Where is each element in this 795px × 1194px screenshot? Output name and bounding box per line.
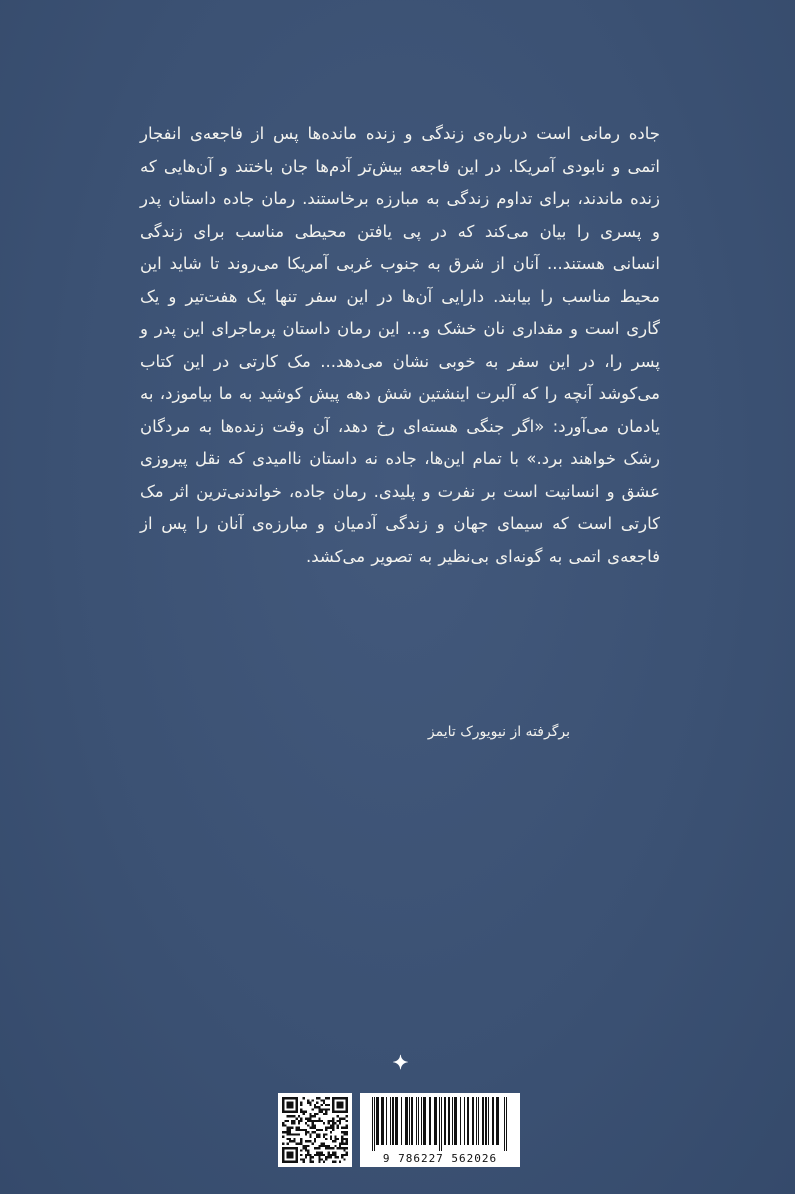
source-attribution: برگرفته از نیویورک تایمز xyxy=(427,724,570,740)
blurb-text: جاده رمانی است درباره‌ی زندگی و زنده مانده‌ها پس از فاجعه‌ی انفجار اتمی و نابودی آمریکا. در این فاجعه بیش‌تر آدم‌ها جان باختند و آن‌هایی که زنده ماندند، برای تداوم زندگی به مبارزه برخاستند. رمان جاده داستان پدر و پسری را بیان می‌کند که در پی یافتن محیطی مناسب برای زندگی انسانی هستند... آنان از شرق به جنوب غربی آمریکا می‌روند تا شاید این محیط مناسب را بیابند. دارایی آن‌ها در این سفر تنها یک هفت‌تیر و یک گاری است و مقداری نان خشک و... این رمان داستان پرماجرای این پدر و پسر را، در این سفر به خوبی نشان می‌دهد... مک کارتی در این کتاب می‌کوشد آنچه را که آلبرت اینشتین شش دهه پیش کوشید به ما بیاموزد، به یادمان می‌آورد: «اگر جنگی هسته‌ای رخ دهد، آن وقت زنده‌ها به مردگان رشک خواهند برد.» با تمام این‌ها، جاده نه داستان ناامیدی که نقل پیروزی عشق و انسانیت است بر نفرت و پلیدی. رمان جاده، خواندنی‌ترین اثر مک کارتی است که سیمای جهان و زندگی آدمیان و مبارزه‌ی آنان را پس از فاجعه‌ی اتمی به گونه‌ای بی‌نظیر به تصویر می‌کشد. xyxy=(140,124,660,566)
publisher-logo-mark: ✦ xyxy=(392,1052,408,1074)
publisher-logo xyxy=(360,1046,440,1080)
qr-code xyxy=(278,1093,352,1167)
isbn-number: 9 786227 562026 xyxy=(382,1152,498,1165)
isbn-barcode xyxy=(360,1093,520,1167)
